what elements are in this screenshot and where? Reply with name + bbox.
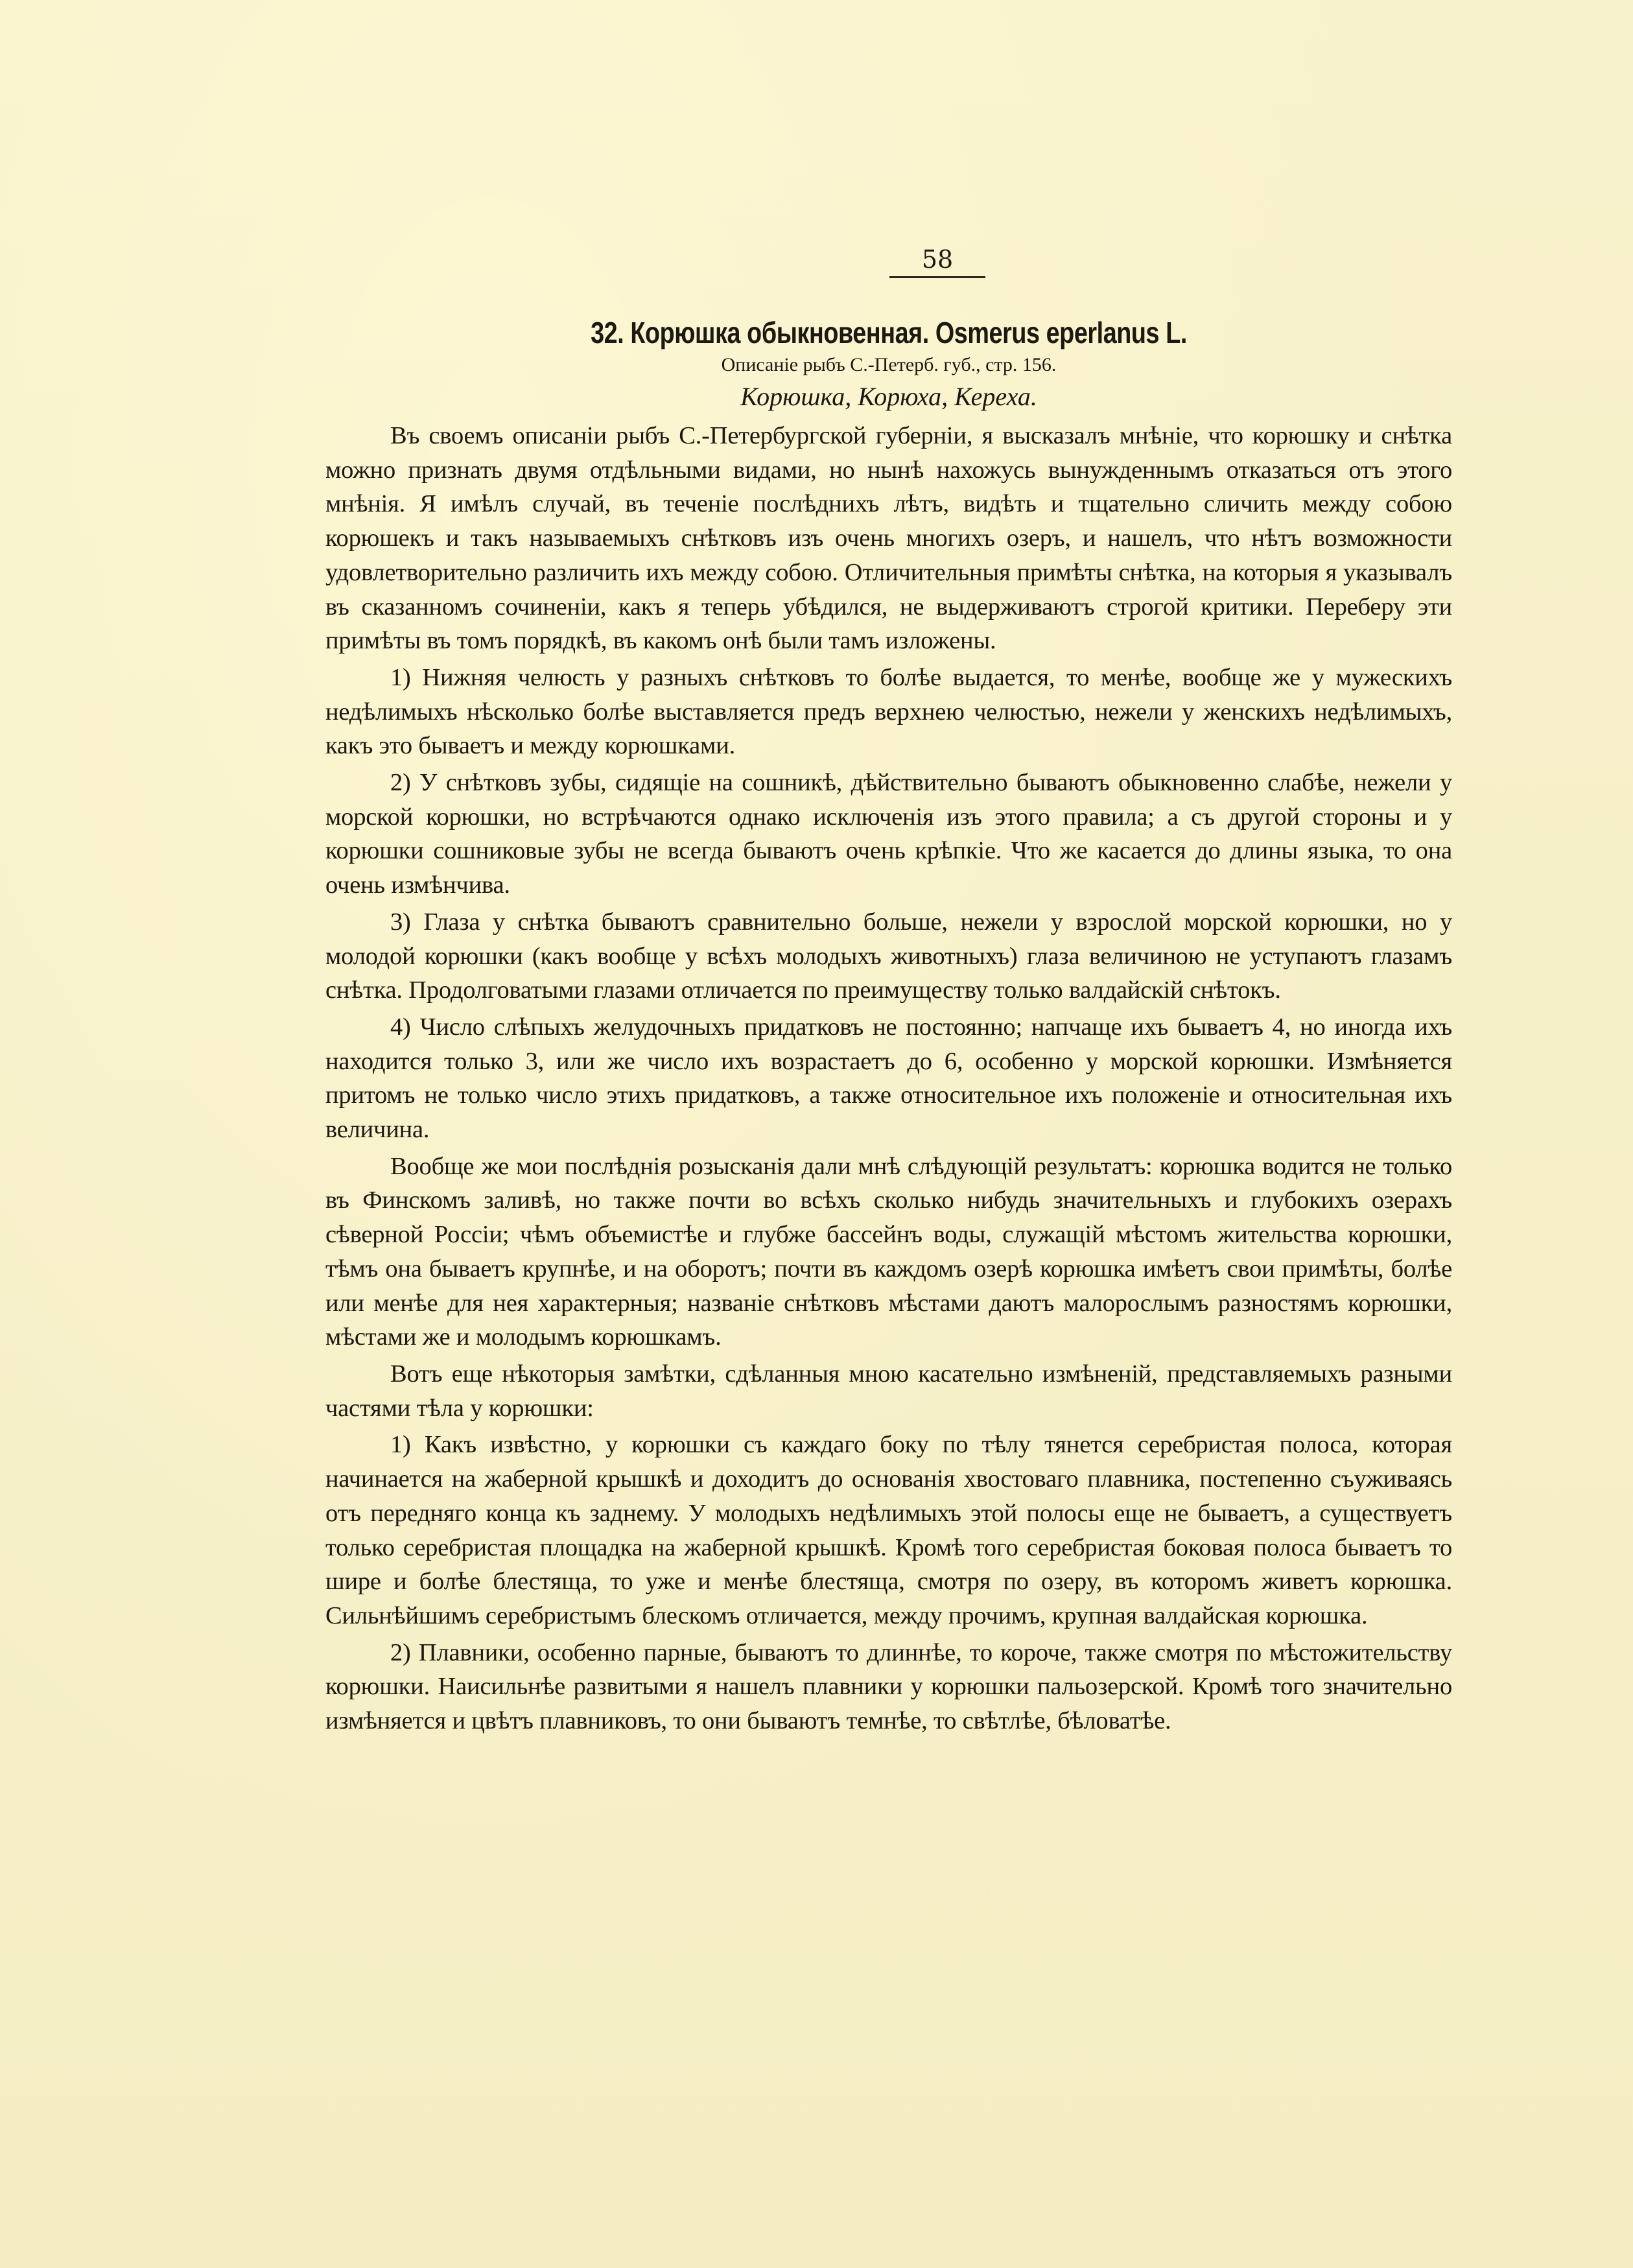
- paragraph-point-2-teeth: 2) У снѣтковъ зубы, сидящіе на сошникѣ, дѣйствительно бываютъ обыкновенно слабѣе, нежели у морской корюшки, но встрѣчаются однако исключенія изъ этого правила; а съ другой стороны и у корюшки сошниковые зубы не всегда бываютъ очень крѣпкіе. Что же касается до длины языка, то она очень измѣнчива.: [325, 769, 1452, 899]
- article: [325, 314, 1452, 1741]
- source-reference: Описаніе рыбъ С.-Петерб. губ., стр. 156.: [721, 354, 1057, 375]
- common-names: Корюшка, Корюха, Кереха.: [740, 382, 1037, 411]
- paragraph-point-4-appendages: 4) Число слѣпыхъ желудочныхъ придатковъ не постоянно; напчаще ихъ бываетъ 4, но иногда ихъ находится только 3, или же число ихъ возрастаетъ до 6, особенно у морской корюшки. Измѣняется притомъ не только число этихъ придатковъ, а также относительное ихъ положеніе и относительная ихъ величина.: [325, 1013, 1452, 1144]
- paragraph-notes-intro: Вотъ еще нѣкоторыя замѣтки, сдѣланныя мною касательно измѣненій, представляемыхъ разными частями тѣла у корюшки:: [325, 1360, 1452, 1422]
- paragraph-conclusion: Вообще же мои послѣднія розысканія дали мнѣ слѣдующій результатъ: корюшка водится не только въ Финскомъ заливѣ, но также почти во всѣхъ сколько нибудь значительныхъ и глубокихъ озерахъ сѣверной Россіи; чѣмъ объемистѣе и глубже бассейнъ воды, служащій мѣстомъ жительства корюшки, тѣмъ она бываетъ крупнѣе, и на оборотъ; почти въ каждомъ озерѣ корюшка имѣетъ свои примѣты, болѣе или менѣе для нея характерныя; названіе снѣтковъ мѣстами даютъ малорослымъ разностямъ корюшки, мѣстами же и молодымъ корюшкамъ.: [325, 1152, 1452, 1351]
- paragraph-note-2-fins: 2) Плавники, особенно парные, бываютъ то длиннѣе, то короче, также смотря по мѣстожительству корюшки. Наисильнѣе развитыми я нашелъ плавники у корюшки пальозерской. Кромѣ того значительно измѣняется и цвѣтъ плавниковъ, то они бываютъ темнѣе, то свѣтлѣе, бѣловатѣе.: [325, 1638, 1452, 1735]
- paragraph-point-1-jaw: 1) Нижняя челюсть у разныхъ снѣтковъ то болѣе выдается, то менѣе, вообще же у мужескихъ недѣлимыхъ нѣсколько болѣе выставляется предъ верхнею челюстью, нежели у женскихъ недѣлимыхъ, какъ это бываетъ и между корюшками.: [325, 663, 1452, 760]
- paragraph-point-3-eyes: 3) Глаза у снѣтка бываютъ сравнительно больше, нежели у взрослой морской корюшки, но у молодой корюшки (какъ вообще у всѣхъ молодыхъ животныхъ) глаза величиною не уступаютъ глазамъ снѣтка. Продолговатыми глазами отличается по преимуществу только валдайскій снѣтокъ.: [325, 908, 1452, 1004]
- article-heading: 32. Корюшка обыкновенная. Osmerus eperlanus L.: [591, 316, 1187, 349]
- paragraph-note-1-stripe: 1) Какъ извѣстно, у корюшки съ каждаго боку по тѣлу тянется серебристая полоса, которая начинается на жаберной крышкѣ и доходитъ до основанія хвостоваго плавника, постепенно съуживаясь отъ передняго конца къ заднему. У молодыхъ недѣлимыхъ этой полосы еще не бываетъ, а существуетъ только серебристая площадка на жаберной крышкѣ. Кромѣ того серебристая боковая полоса бываетъ то шире и болѣе блестяща, то уже и менѣе блестяща, смотря по озеру, въ которомъ живетъ корюшка. Сильнѣйшимъ серебристымъ блескомъ отличается, между прочимъ, крупная валдайская корюшка.: [325, 1431, 1452, 1629]
- page-number: 58: [889, 245, 985, 278]
- paragraph-intro: Въ своемъ описаніи рыбъ С.-Петербургской губерніи, я высказалъ мнѣніе, что корюшку и снѣтка можно признать двумя отдѣльными видами, но нынѣ нахожусь вынужденнымъ отказаться отъ этого мнѣнія. Я имѣлъ случай, въ теченіе послѣднихъ лѣтъ, видѣть и тщательно сличить между собою корюшекъ и такъ называемыхъ снѣтковъ изъ очень многихъ озеръ, и нашелъ, что нѣтъ возможности удовлетворительно различить ихъ между собою. Отличительныя примѣты снѣтка, на которыя я указывалъ въ сказанномъ сочиненіи, какъ я теперь убѣдился, не выдерживаютъ строгой критики. Переберу эти примѣты въ томъ порядкѣ, въ какомъ онѣ были тамъ изложены.: [325, 422, 1452, 655]
